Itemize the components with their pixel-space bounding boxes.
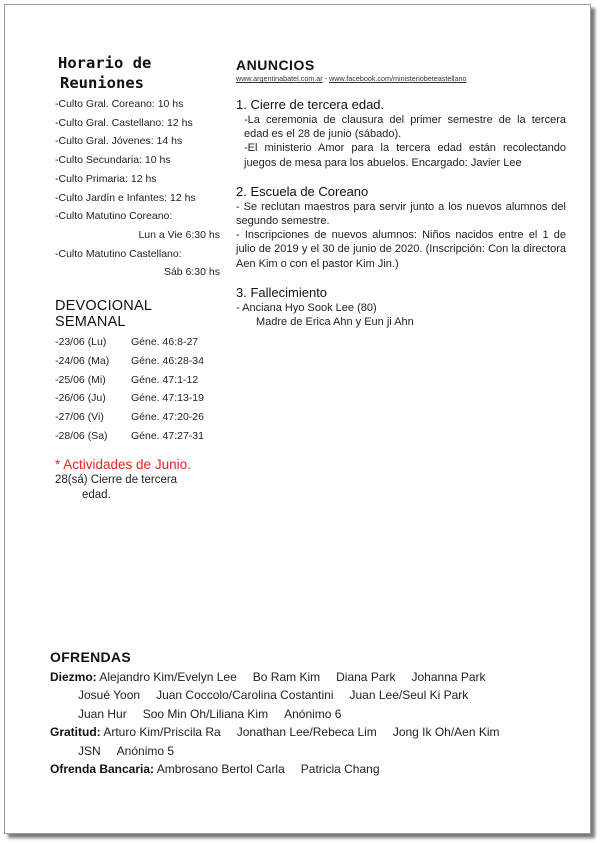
anuncio-3-p1: - Anciana Hyo Sook Lee (80) — [236, 301, 377, 314]
actividades-title: * Actividades de Junio. — [55, 456, 191, 472]
schedule-item: -Culto Gral. Jóvenes: 14 hs — [55, 135, 183, 148]
devocional-row — [55, 371, 220, 390]
anuncio-3-title: 3. Fallecimiento — [236, 284, 328, 300]
devocional-date: -26/06 (Ju) — [55, 392, 106, 405]
anuncio-1-p2: -El ministerio Amor para la tercera edad están recolectando juegos de mesa para los abuelos. Encargado: Javier Lee — [244, 142, 566, 169]
schedule-item: -Culto Secundaria: 10 hs — [55, 154, 171, 167]
donor-name: Soo Min Oh/Liliana Kim — [142, 706, 269, 721]
devocional-ref: Géne. 47:13-19 — [131, 392, 204, 405]
donor-name: Johanna Park — [411, 670, 486, 684]
schedule-list — [55, 95, 220, 282]
anuncio-2-p1: - Se reclutan maestros para servir junto a los nuevos alumnos del segundo semestre. — [236, 200, 566, 228]
gratitud-line — [50, 742, 570, 760]
actividades-line2: edad. — [82, 488, 111, 501]
actividades-text — [55, 473, 220, 503]
anuncios-links — [236, 74, 566, 83]
devocional-ref: Géne. 47:27-31 — [131, 430, 204, 443]
anuncio-3-p2: Madre de Erica Ahn y Eun ji Ahn — [256, 316, 414, 329]
donor-name: Juan Hur — [78, 706, 127, 721]
gratitud-label: Gratitud: — [50, 725, 101, 740]
donor-name: Josué Yoon — [78, 688, 141, 703]
devocional-ref: Géne. 47:20-26 — [131, 411, 204, 424]
donor-name: Jonathan Lee/Rebeca Lim — [236, 725, 377, 740]
donor-name: Anónimo 6 — [284, 706, 342, 721]
anuncios-title: ANUNCIOS — [236, 57, 315, 73]
devocional-list — [55, 333, 220, 446]
bancaria-label: Ofrenda Bancaria: — [50, 762, 155, 777]
schedule-title — [58, 53, 220, 93]
devocional-row — [55, 352, 220, 371]
ofrendas-title: OFRENDAS — [50, 649, 131, 665]
donor-name: Jong Ik Oh/Aen Kim — [392, 725, 500, 740]
link-separator: - — [322, 74, 330, 83]
devocional-ref: Géne. 46:28-34 — [131, 354, 204, 367]
devocional-row — [55, 333, 220, 352]
donor-name: Diana Park — [336, 670, 396, 684]
actividades-line1: 28(sá) Cierre de tercera — [55, 473, 178, 486]
anuncio-1-title: 1. Cierre de tercera edad. — [236, 97, 385, 112]
anuncio-2-title: 2. Escuela de Coreano — [236, 183, 369, 199]
schedule-item: -Culto Jardín e Infantes: 12 hs — [55, 191, 196, 204]
devocional-title: DEVOCIONAL SEMANAL — [55, 298, 152, 331]
donor-name: Arturo Kim/Priscila Ra — [103, 725, 221, 740]
donor-name: Patricia Chang — [300, 762, 380, 777]
diezmo-line — [50, 668, 570, 686]
devocional-date: -27/06 (Vi) — [55, 411, 104, 424]
anuncio-1 — [236, 97, 566, 170]
facebook-link[interactable]: www.facebook.com/ministeriobeteastellano — [329, 74, 467, 83]
ofrendas-section — [50, 649, 570, 778]
website-link[interactable]: www.argentinabatel.com.ar — [236, 74, 323, 83]
donor-name: Anónimo 5 — [116, 743, 175, 758]
devocional-date: -24/06 (Ma) — [55, 354, 110, 367]
schedule-title-line1: Horario de — [58, 54, 152, 72]
devocional-row — [55, 427, 220, 446]
schedule-item: -Culto Matutino Coreano: — [55, 210, 173, 223]
donor-name: Juan Lee/Seul Ki Park — [349, 688, 469, 703]
bulletin-page — [4, 4, 591, 834]
donor-name: JSN — [78, 743, 101, 758]
left-column — [55, 53, 220, 503]
donor-name: Ambrosano Bertol Carla — [156, 762, 285, 777]
devocional-ref: Géne. 47:1-12 — [131, 373, 199, 386]
diezmo-line — [50, 686, 570, 704]
schedule-item: -Culto Matutino Castellano: — [55, 247, 182, 260]
devocional-ref: Géne. 46:8-27 — [131, 336, 199, 349]
diezmo-line — [50, 705, 570, 723]
anuncio-3 — [236, 285, 566, 329]
donor-name: Alejandro Kim/Evelyn Lee — [99, 670, 237, 684]
schedule-item: -Culto Gral. Coreano: 10 hs — [55, 98, 184, 110]
schedule-item: -Culto Primaria: 12 hs — [55, 172, 157, 185]
anuncios-column — [236, 57, 566, 329]
diezmo-label: Diezmo: — [50, 670, 97, 684]
schedule-time: Sáb 6:30 hs — [163, 266, 220, 279]
schedule-title-line2: Reuniones — [60, 74, 144, 92]
bancaria-line — [50, 760, 570, 778]
devocional-row — [55, 408, 220, 427]
devocional-date: -23/06 (Lu) — [55, 336, 107, 349]
gratitud-line — [50, 723, 570, 741]
anuncio-1-p1: -La ceremonia de clausura del primer semestre de la tercera edad es el 28 de junio (sábado). — [244, 114, 566, 141]
schedule-time: Lun a Vie 6:30 hs — [138, 228, 220, 241]
devocional-date: -25/06 (Mi) — [55, 373, 106, 386]
donor-name: Juan Coccolo/Carolina Costantini — [156, 688, 334, 703]
donor-name: Bo Ram Kim — [252, 670, 321, 684]
devocional-row — [55, 389, 220, 408]
anuncio-2-p2: - Inscripciones de nuevos alumnos: Niños nacidos entre el 1 de julio de 2019 y el 30 de junio de 2020. (Inscripción: Con la directora Aen Kim o con el pastor Kim Jin.) — [236, 229, 566, 270]
anuncio-2 — [236, 184, 566, 271]
devocional-date: -28/06 (Sa) — [55, 430, 108, 443]
schedule-item: -Culto Gral. Castellano: 12 hs — [55, 116, 193, 129]
